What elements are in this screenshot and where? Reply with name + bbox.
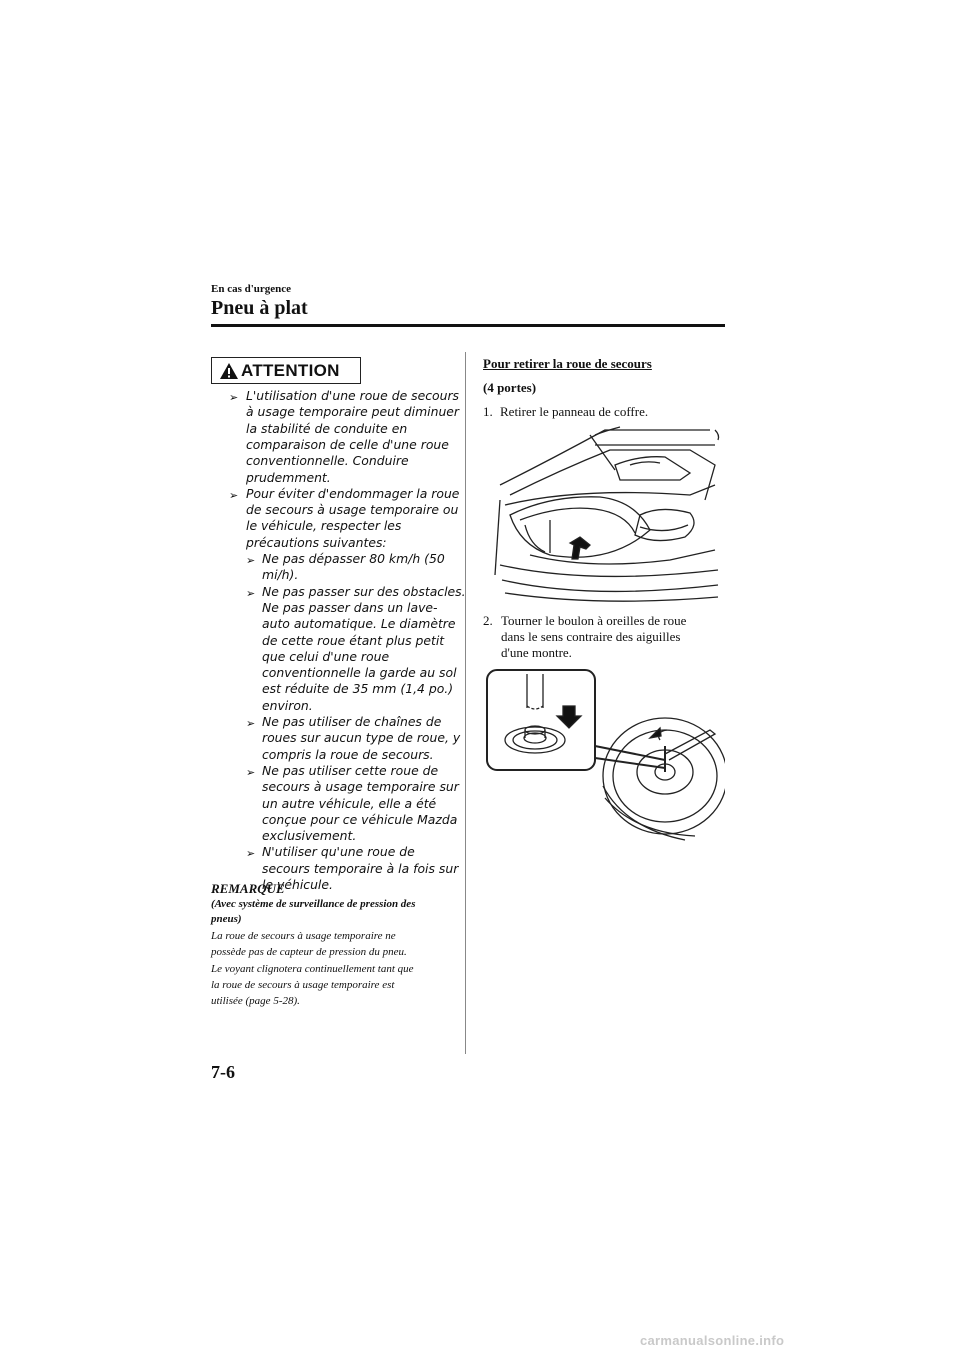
note-line: possède pas de capteur de pression du pneu.: [211, 946, 407, 959]
bullet-arrow-icon: ➢: [229, 488, 239, 502]
warning-icon: [219, 362, 239, 380]
step-text: Retirer le panneau de coffre.: [500, 404, 649, 419]
step-text: Tourner le boulon à oreilles de roue: [501, 613, 687, 628]
attention-line: N'utiliser qu'une roue de: [262, 844, 415, 860]
bullet-arrow-icon: ➢: [246, 717, 256, 730]
note-subheading: [211, 897, 461, 927]
note-sub-line: pneus): [211, 913, 242, 925]
bullet-arrow-icon: ➢: [246, 847, 256, 861]
attention-line: mi/h).: [262, 567, 299, 583]
step-2: [483, 613, 723, 661]
attention-line: à usage temporaire peut diminuer: [246, 404, 460, 420]
attention-line: secours à usage temporaire sur: [262, 779, 459, 795]
attention-line: précautions suivantes:: [246, 534, 387, 550]
note-line: La roue de secours à usage temporaire ne: [211, 930, 396, 942]
step-number: 1.: [483, 404, 493, 419]
attention-line: conçue pour ce véhicule Mazda: [262, 811, 458, 827]
attention-line: secours temporaire à la fois sur: [262, 860, 459, 876]
trunk-illustration: [490, 425, 722, 605]
attention-line: Ne pas dépasser 80 km/h (50: [262, 551, 445, 566]
note-heading: REMARQUE: [211, 881, 285, 896]
attention-line: le véhicule.: [262, 877, 333, 892]
attention-line: prudemment.: [246, 469, 331, 485]
bullet-arrow-icon: ➢: [229, 391, 239, 404]
bullet-arrow-icon: ➢: [246, 586, 256, 600]
spare-wheel-illustration: [485, 668, 725, 846]
step-1: [483, 404, 648, 420]
attention-line: est réduite de 35 mm (1,4 po.): [262, 681, 454, 697]
attention-line: Pour éviter d'endommager la roue: [246, 485, 460, 501]
column-divider: [465, 352, 466, 1054]
step-text: dans le sens contraire des aiguilles: [501, 629, 681, 644]
watermark: carmanualsonline.info: [640, 1333, 785, 1348]
attention-line: auto automatique. Le diamètre: [262, 616, 456, 632]
attention-line: le véhicule, respecter les: [246, 518, 402, 534]
page-number: 7-6: [211, 1062, 235, 1082]
bullet-arrow-icon: ➢: [246, 554, 256, 567]
attention-line: conventionnelle la garde au sol: [262, 665, 457, 681]
attention-line: environ.: [262, 697, 313, 713]
attention-line: compris la roue de secours.: [262, 746, 434, 762]
variant-heading: (4 portes): [483, 380, 537, 395]
attention-line: que celui d'une roue: [262, 648, 390, 664]
note-line: utilisée (page 5-28).: [211, 995, 300, 1008]
step-number: 2.: [483, 613, 493, 628]
title-rule: [211, 324, 725, 327]
page-title: Pneu à plat: [211, 297, 308, 319]
bullet-arrow-icon: ➢: [246, 765, 256, 779]
attention-line: comparaison de celle d'une roue: [246, 436, 449, 452]
attention-line: conventionnelle. Conduire: [246, 453, 409, 469]
attention-line: de cette roue étant plus petit: [262, 632, 445, 648]
step-text: d'une montre.: [501, 645, 572, 660]
attention-line: un autre véhicule, elle a été: [262, 795, 437, 811]
attention-line: exclusivement.: [262, 828, 357, 844]
attention-line: Ne pas passer sur des obstacles.: [262, 583, 466, 599]
note-line: Le voyant clignotera continuellement tant que: [211, 962, 414, 975]
attention-line: L'utilisation d'une roue de secours: [246, 388, 460, 403]
note-body: [211, 928, 463, 1009]
section-heading: Pour retirer la roue de secours: [483, 356, 652, 371]
note-sub-line: (Avec système de surveillance de pression des: [211, 898, 416, 910]
attention-line: roues sur aucun type de roue, y: [262, 730, 461, 746]
attention-line: de secours à usage temporaire ou: [246, 502, 459, 518]
attention-label: ATTENTION: [241, 361, 340, 380]
attention-line: la stabilité de conduite en: [246, 420, 408, 436]
attention-line: Ne pas passer dans un lave-: [262, 599, 438, 615]
attention-line: Ne pas utiliser de chaînes de: [262, 714, 442, 729]
attention-line: Ne pas utiliser cette roue de: [262, 762, 439, 778]
section-label: En cas d'urgence: [211, 283, 292, 295]
note-line: la roue de secours à usage temporaire est: [211, 978, 395, 991]
